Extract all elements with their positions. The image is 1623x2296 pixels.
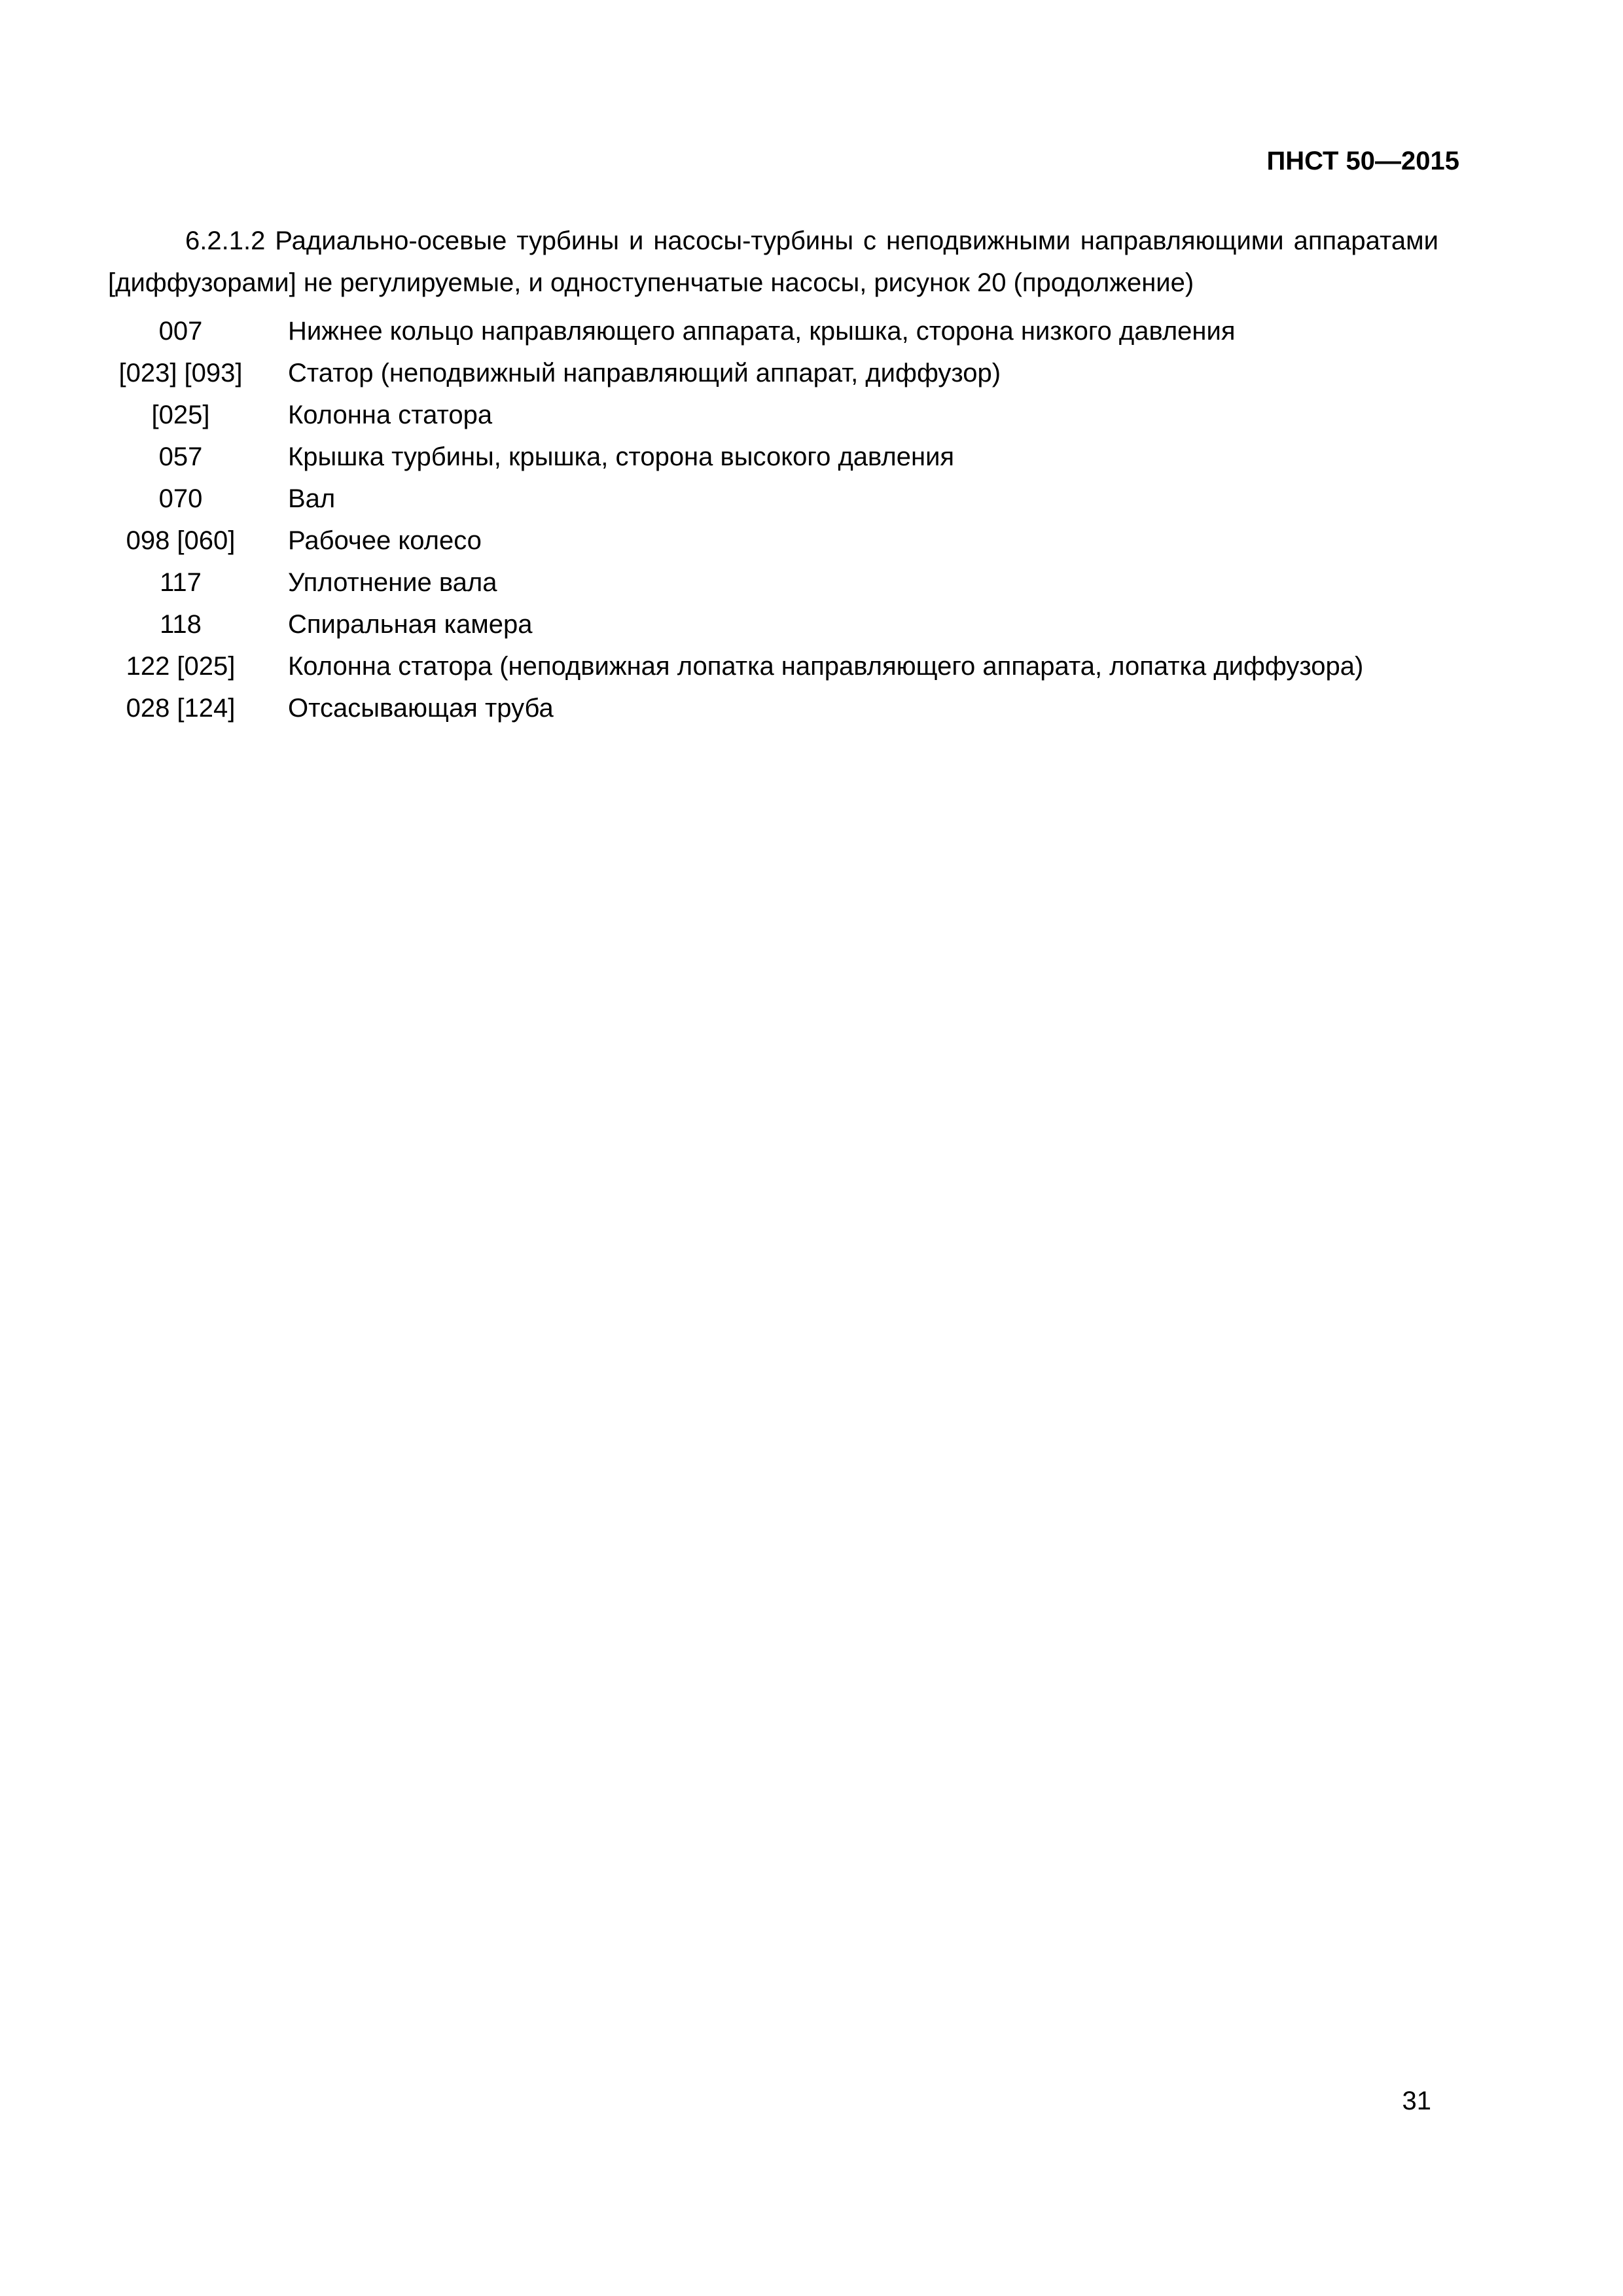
term-name: Уплотнение вала [288,568,497,597]
term-row [108,603,1482,645]
term-row [108,562,1482,603]
term-name: Рабочее колесо [288,526,482,555]
term-name: Нижнее кольцо направляющего аппарата, крышка, сторона низкого давления [288,317,1236,346]
term-name: Колонна статора [288,401,493,429]
term-code: 057 [158,442,203,471]
document-code-header: ПНСТ 50—2015 [1266,147,1459,175]
term-code: 117 [160,568,202,597]
term-name: Спиральная камера [288,610,533,639]
term-name: Крышка турбины, крышка, сторона высокого давления [288,442,955,471]
term-row [108,352,1482,394]
term-code: 028 [124] [126,694,236,723]
term-code: 098 [060] [126,526,236,555]
term-code: 070 [158,484,203,513]
term-row [108,478,1482,520]
term-name: Статор (неподвижный направляющий аппарат, диффузор) [288,359,1001,387]
term-row [108,520,1482,562]
term-row [108,394,1482,436]
term-row [108,436,1482,478]
term-row [108,310,1482,352]
terms-list [108,310,1482,729]
term-code: [025] [151,401,210,429]
term-code: [023] [093] [118,359,243,387]
term-row [108,645,1482,687]
page-number: 31 [1402,2087,1431,2115]
term-name: Колонна статора (неподвижная лопатка направляющего аппарата, лопатка диффузора) [288,652,1364,681]
term-name: Отсасывающая труба [288,694,554,723]
term-name: Вал [288,484,336,513]
term-code: 007 [158,317,203,346]
term-code: 122 [025] [126,652,236,681]
term-code: 118 [160,610,202,639]
clause-paragraph: 6.2.1.2 Радиально-осевые турбины и насосы-турбины с неподвижными направляющими аппаратами [диффузорами] не регулируемые, и одноступенчатые насосы, рисунок 20 (продолжение) [108,226,1438,297]
term-row [108,687,1482,729]
